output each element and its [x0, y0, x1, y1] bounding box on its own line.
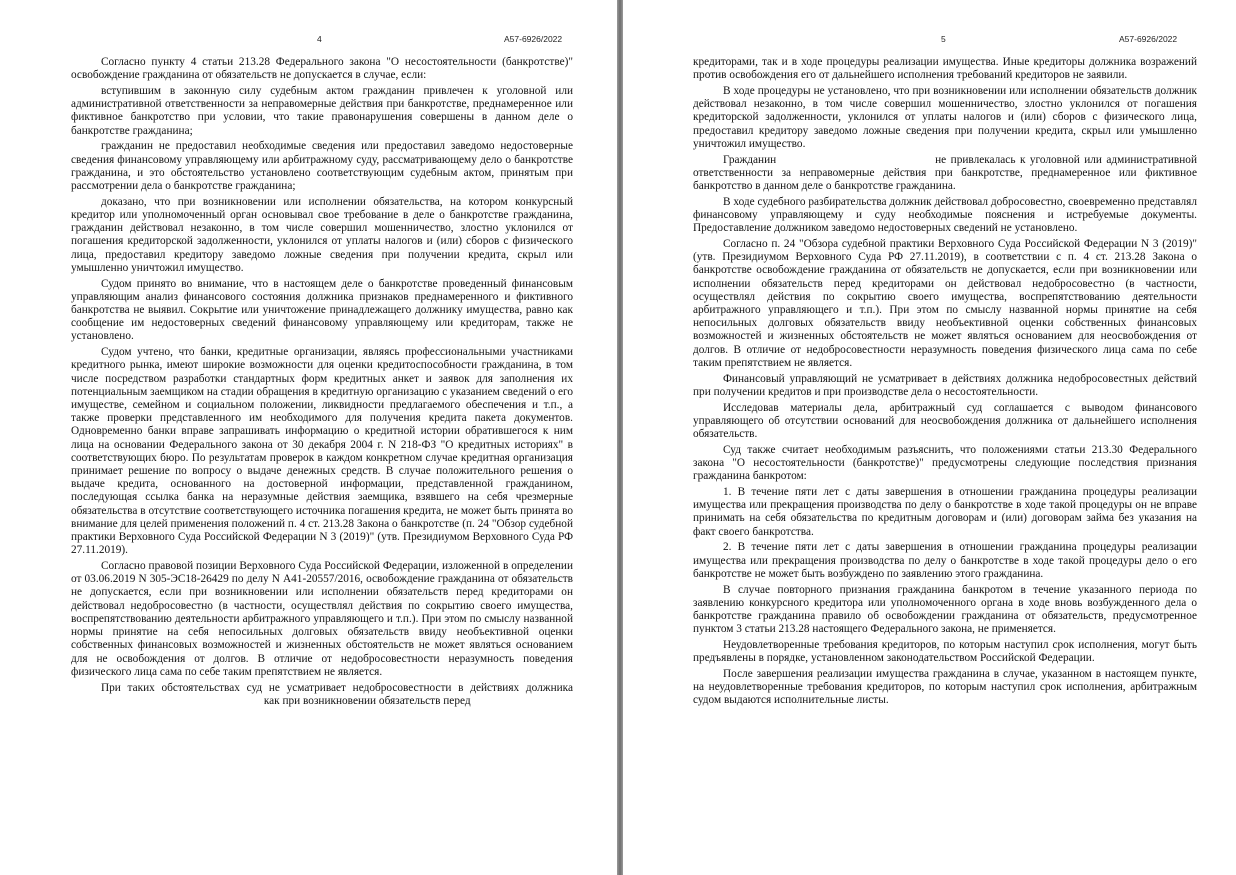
paragraph: Судом учтено, что банки, кредитные организации, являясь профессиональными участниками кредитного рынка, имеют широкие возможности для оценки кредитоспособности гражданина, в том числе посредством разработки стандартных форм кредитных анкет и заявок для заполнения их потенциальным заемщиком на стадии обращения в кредитную организацию с указанием сведений о его имуществе, семейном и социальном положении, ликвидности предлагаемого обеспечения и т.п., а также проверки представленного им необходимого для получения кредита пакета документов. Одновременно банки вправе запрашивать информацию о кредитной истории обратившегося к ним лица на основании Федерального закона от 30 декабря 2004 г. N 218-ФЗ "О кредитных историях" в соответствующих бюро. По результатам проверок в каждом конкретном случае кредитная организация принимает решение по вопросу о выдаче денежных средств. В случае положительного решения о выдаче кредита, основанного на достоверной информации, представленной гражданином, последующая ссылка банка на неразумные действия заемщика, взявшего на себя чрезмерные обязательства в отсутствие соответствующего источника погашения кредита, не может быть принята во внимание для целей применения положений п. 4 ст. 213.28 Закона о банкротстве (п. 24 "Обзор судебной практики Верховного Суда Российской Федерации N 3 (2019)" (утв. Президиумом Верховного Суда РФ 27.11.2019).: [71, 346, 573, 557]
paragraph: гражданин не предоставил необходимые сведения или предоставил заведомо недостоверные сведения финансовому управляющему или арбитражному суду, рассматривающему дело о банкротстве гражданина, и это обстоятельство установлено соответствующим судебным актом, принятым при рассмотрении дела о банкротстве гражданина;: [71, 140, 573, 193]
paragraph: Неудовлетворенные требования кредиторов, по которым наступил срок исполнения, могут быть предъявлены в порядке, установленном законодательством Российской Федерации.: [693, 639, 1197, 665]
paragraph: доказано, что при возникновении или исполнении обязательства, на котором конкурсный кредитор или уполномоченный орган основывал свое требование в деле о банкротстве гражданина, гражданин действовал незаконно, в том числе совершил мошенничество, злостно уклонился от погашения кредиторской задолженности, уклонился от уплаты налогов и (или) сборов с физического лица, предоставил кредитору заведомо ложные сведения при получении кредита, скрыл или умышленно уничтожил имущество.: [71, 195, 573, 274]
paragraph-last: [71, 682, 573, 708]
paragraph: Суд также считает необходимым разъяснить, что положениями статьи 213.30 Федерального закона "О несостоятельности (банкротстве)" предусмотрены следующие последствия признания гражданина банкротом:: [693, 443, 1197, 483]
case-number: А57-6926/2022: [1119, 34, 1178, 44]
document-page-4: [0, 0, 617, 875]
case-number: А57-6926/2022: [504, 34, 563, 44]
page-body: [693, 56, 1197, 710]
page-number: 4: [317, 34, 322, 44]
paragraph: Согласно п. 24 "Обзора судебной практики Верховного Суда Российской Федерации N 3 (2019)" (утв. Президиумом Верховного Суда РФ 27.11.2019), в соответствии с п. 4 ст. 213.28 Закона о банкротстве освобождение гражданина от обязательств не допускается, если при возникновении или исполнении обязательств перед кредиторами он действовал недобросовестно (в частности, осуществлял действия по сокрытию своего имущества, воспрепятствованию деятельности арбитражного управляющего и т.п.). При этом по смыслу названной нормы принятие на себя непосильных долговых обязательств ввиду необъективной оценки собственных финансовых возможностей и жизненных обстоятельств не может являться основанием для неосвобождения от долгов. В отличие от недобросовестности неразумность поведения физического лица сама по себе таким препятствием не является.: [693, 238, 1197, 369]
paragraph-start: При таких обстоятельствах суд не усматривает недобросовестности в действиях должника: [101, 681, 573, 694]
paragraph: В случае повторного признания гражданина банкротом в течение указанного периода по заявлению конкурсного кредитора или уполномоченного органа в ходе вновь возбужденного дела о банкротстве гражданина правило об освобождении гражданина от обязательств, предусмотренное пунктом 3 статьи 213.28 настоящего Федерального закона, не применяется.: [693, 583, 1197, 636]
paragraph: 1. В течение пяти лет с даты завершения в отношении гражданина процедуры реализации имущества или прекращения производства по делу о банкротстве в ходе такой процедуры он не вправе принимать на себя обязательства по кредитным договорам и (или) договорам займа без указания на факт своего банкротства.: [693, 486, 1197, 538]
document-page-5: [623, 0, 1236, 875]
paragraph: В ходе судебного разбирательства должник действовал добросовестно, своевременно представлял финансовому управляющему и суду необходимые пояснения и истребуемые документы. Предоставление должником заведомо недостоверных сведений не установлено.: [693, 195, 1197, 235]
paragraph: Судом принято во внимание, что в настоящем деле о банкротстве проведенный финансовым управляющим анализ финансового состояния должника признаков преднамеренного и фиктивного банкротства не выявил. Сокрытие или уничтожение принадлежащего должнику имущества, равно как сообщение им недостоверных сведений финансовому управляющему или кредиторам, также не установлено.: [71, 277, 573, 343]
paragraph: 2. В течение пяти лет с даты завершения в отношении гражданина процедуры реализации имущества или прекращения производства по делу о банкротстве в ходе такой процедуры дело о его банкротстве не может быть возбуждено по заявлению этого гражданина.: [693, 541, 1197, 580]
paragraph: После завершения реализации имущества гражданина в случае, указанном в настоящем пункте, на неудовлетворенные требования кредиторов, по которым наступил срок исполнения, арбитражным судом выдаются исполнительные листы.: [693, 668, 1197, 707]
paragraph-citizen: [693, 154, 1197, 194]
citizen-rest: не привлекалась к уголовной или административной ответственности за неправомерные действия при банкротстве, преднамеренное или фиктивное банкротство в данном деле о банкротстве гражданина.: [693, 153, 1197, 193]
page-body: [71, 56, 573, 711]
redacted-name: [781, 155, 931, 165]
paragraph-continued: кредиторами, так и в ходе процедуры реализации имущества. Иные кредиторы должника возражений против освобождения его от дальнейшего исполнения требований кредиторов не заявили.: [693, 56, 1197, 82]
paragraph: Исследовав материалы дела, арбитражный суд соглашается с выводом финансового управляющего об отсутствии оснований для неосвобождения должника от дальнейшего исполнения обязательств.: [693, 401, 1197, 441]
paragraph: Согласно пункту 4 статьи 213.28 Федерального закона "О несостоятельности (банкротстве)" освобождение гражданина от обязательств не допускается в случае, если:: [71, 56, 573, 82]
redacted-name: [71, 696, 261, 706]
paragraph-end: как при возникновении обязательств перед: [263, 694, 471, 707]
page-number: 5: [941, 34, 946, 44]
paragraph: Финансовый управляющий не усматривает в действиях должника недобросовестных действий при получении кредитов и при производстве дела о несостоятельности.: [693, 372, 1197, 398]
paragraph: вступившим в законную силу судебным актом гражданин привлечен к уголовной или административной ответственности за неправомерные действия при банкротстве, преднамеренное или фиктивное банкротство при условии, что такие правонарушения совершены в данном деле о банкротстве гражданина;: [71, 85, 573, 137]
paragraph: В ходе процедуры не установлено, что при возникновении или исполнении обязательств должник действовал незаконно, в том числе совершил мошенничество, злостно уклонился от погашения кредиторской задолженности, уклонился от уплаты налогов и (или) сборов с физического лица, предоставил кредитору заведомо ложные сведения при получении кредита, скрыл или умышленно уничтожил имущество.: [693, 85, 1197, 150]
paragraph: Согласно правовой позиции Верховного Суда Российской Федерации, изложенной в определении от 03.06.2019 N 305-ЭС18-26429 по делу N А41-20557/2016, освобождение гражданина от обязательств не допускается, если при возникновении или исполнении обязательств перед кредиторами он действовал недобросовестно (в частности, осуществлял действия по сокрытию своего имущества, воспрепятствованию деятельности арбитражного управляющего и т.п.). При этом по смыслу названной нормы принятие на себя непосильных долговых обязательств ввиду необъективной оценки собственных финансовых возможностей и жизненных обстоятельств не может являться основанием для не освобождения от долгов. В отличие от недобросовестности неразумность поведения физического лица сама по себе таким препятствием не является.: [71, 560, 573, 678]
citizen-word: Гражданин: [723, 153, 777, 166]
